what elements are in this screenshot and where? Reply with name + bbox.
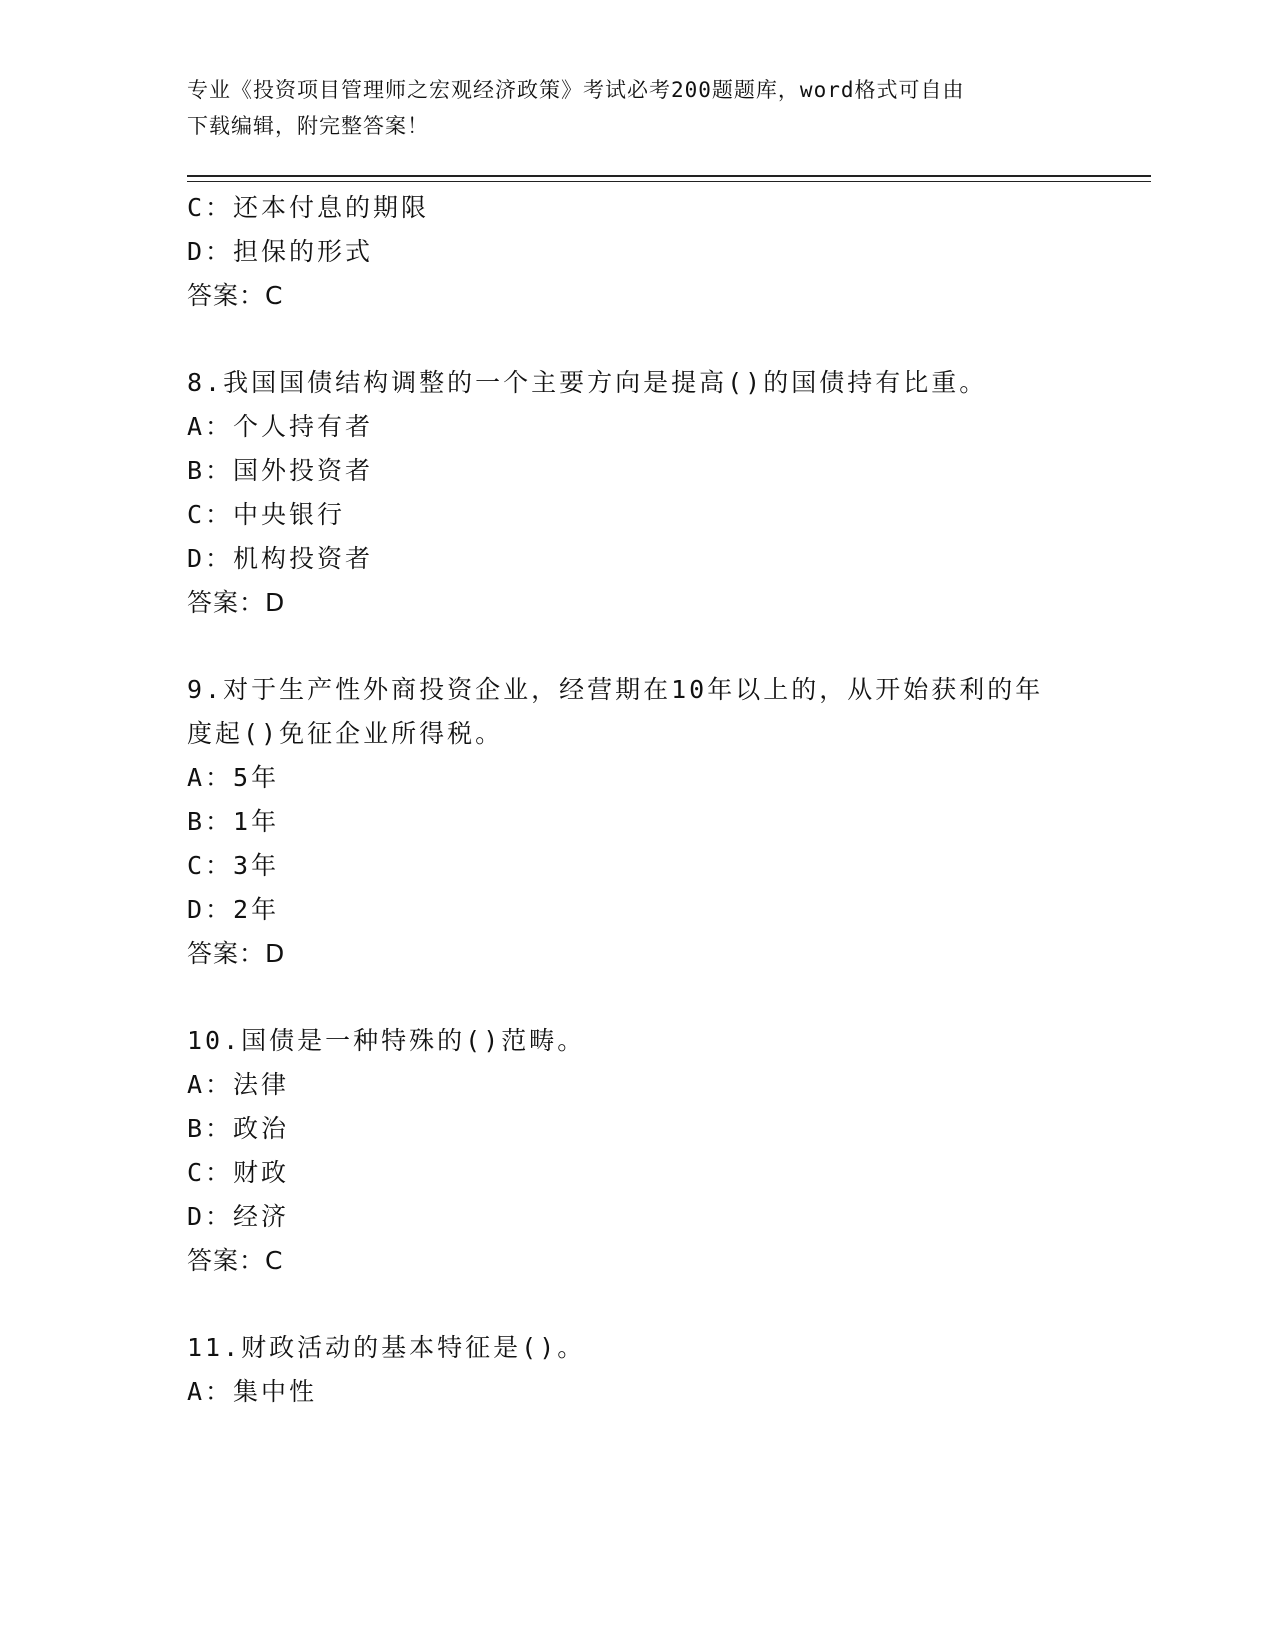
q11-question: 11.财政活动的基本特征是()。 [187, 1333, 586, 1362]
q10-question: 10.国债是一种特殊的()范畴。 [187, 1026, 586, 1055]
q8-answer: 答案：D [187, 588, 286, 617]
q8-option-a: A：个人持有者 [187, 412, 374, 441]
q7-option-d: D：担保的形式 [187, 237, 374, 266]
q10-answer: 答案：C [187, 1246, 284, 1275]
q9-option-c: C：3年 [187, 851, 280, 880]
header-line-1: 专业《投资项目管理师之宏观经济政策》考试必考200题题库，word格式可自由 [187, 78, 965, 102]
q9-answer: 答案：D [187, 939, 286, 968]
q7-option-c: C：还本付息的期限 [187, 193, 430, 222]
header-rule-thin [187, 181, 1151, 182]
header-line-2: 下载编辑，附完整答案！ [187, 114, 429, 138]
q9-option-a: A：5年 [187, 763, 280, 792]
q8-option-d: D：机构投资者 [187, 544, 374, 573]
q10-option-c: C：财政 [187, 1158, 290, 1187]
document-header [187, 72, 1067, 144]
q10-option-d: D：经济 [187, 1202, 290, 1231]
q7-answer: 答案：C [187, 281, 284, 310]
q8-option-c: C：中央银行 [187, 500, 346, 529]
header-rule-thick [187, 175, 1151, 177]
q9-option-b: B：1年 [187, 807, 280, 836]
q9-question-line-1: 9.对于生产性外商投资企业，经营期在10年以上的，从开始获利的年 [187, 675, 1044, 704]
q9-option-d: D：2年 [187, 895, 280, 924]
q9-question-line-2: 度起()免征企业所得税。 [187, 719, 504, 748]
q8-option-b: B：国外投资者 [187, 456, 374, 485]
q10-option-a: A：法律 [187, 1070, 290, 1099]
q8-question: 8.我国国债结构调整的一个主要方向是提高()的国债持有比重。 [187, 368, 988, 397]
q11-option-a: A：集中性 [187, 1377, 318, 1406]
q10-option-b: B：政治 [187, 1114, 290, 1143]
